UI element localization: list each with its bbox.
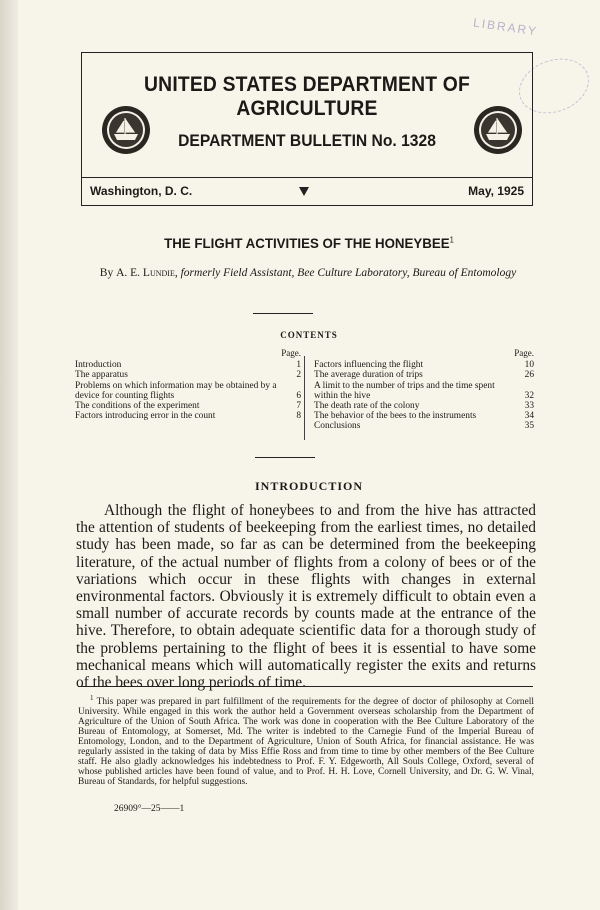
contents-entry — [314, 360, 534, 370]
contents-entry-title: The conditions of the experiment — [75, 401, 200, 412]
footnote-rule — [78, 686, 533, 687]
contents-entry — [314, 401, 534, 411]
triangle-ornament-icon — [299, 187, 309, 196]
contents-entry-title: Factors influencing the flight — [314, 360, 424, 371]
contents-entry-page: 7 — [296, 401, 301, 412]
contents-entry-title: Factors introducing error in the count — [75, 411, 216, 422]
contents-entry-page: 10 — [524, 360, 534, 371]
footnote: $^1$ This paper was prepared in part fulfillment of the requirements for the degree of doctor of philosophy at Cornell University. While engaged in this work the author held a Government overseas scholarship from the Department of Agriculture of the Union of South Africa. The work was done in cooperation with the Bee Culture Laboratory of the Bureau of Entomology, at Somerset, Md. The writer is indebted to the Carnegie Fund of the Imperial Bureau of Entomology, London, and to the Department of Agriculture, Union of South Africa, for financial assistance. He was regularly assisted in the taking of data by Miss Effie Ross and from time to time by other members of the Bee Culture staff. He also gladly acknowledges his indebtedness to Prof. F. Y. Edgeworth, All Souls College, Oxford, several of whose published articles have been found of value, and to Prof. H. H. Love, Cornell University, and Dr. G. W. Vinal, Bureau of Standards, for helpful suggestions. — [78, 694, 534, 788]
contents-left-column — [75, 348, 301, 421]
bulletin-page — [18, 0, 600, 910]
bulletin-number: DEPARTMENT BULLETIN No. 1328 — [178, 131, 436, 150]
contents-entry-title: The death rate of the colony — [314, 401, 420, 412]
department-title: UNITED STATES DEPARTMENT OF AGRICULTURE — [144, 73, 470, 120]
usda-seal-icon — [100, 104, 152, 156]
contents-entry-page: 26 — [524, 370, 534, 381]
page-column-label: Page. — [281, 348, 301, 358]
contents-right-column — [314, 348, 534, 432]
page-edge — [0, 0, 18, 910]
contents-entry-page: 34 — [524, 411, 534, 422]
contents-entry-title: Problems on which information may be obtained by a device for counting flights — [75, 380, 277, 401]
contents-entry — [75, 370, 301, 380]
contents-entry-title: A limit to the number of trips and the time spent within the hive — [314, 380, 495, 401]
contents-heading: CONTENTS — [280, 330, 338, 340]
library-stamp: LIBRARY — [472, 15, 539, 39]
usda-seal-icon — [472, 104, 524, 156]
section-rule — [255, 457, 315, 458]
contents-entry — [75, 401, 301, 411]
contents-entry — [314, 411, 534, 421]
contents-entry-page: 32 — [524, 390, 534, 401]
contents-entry — [314, 381, 534, 401]
contents-entry-page: 1 — [296, 360, 301, 371]
contents-entry — [314, 370, 534, 380]
contents-divider — [304, 356, 305, 440]
masthead-rule — [82, 177, 532, 178]
author-affiliation: formerly Field Assistant, Bee Culture Laboratory, Bureau of Entomology — [180, 267, 517, 279]
page-column-label: Page. — [514, 348, 534, 358]
contents-entry-title: The apparatus — [75, 370, 128, 381]
section-rule — [253, 313, 313, 314]
contents-entry-page: 6 — [296, 390, 301, 401]
contents-entry-page: 2 — [296, 370, 301, 381]
article-title: THE FLIGHT ACTIVITIES OF THE HONEYBEE$^1$ — [164, 235, 454, 251]
publication-place: Washington, D. C. — [90, 184, 193, 198]
contents-entry — [75, 381, 301, 401]
introduction-paragraph: Although the flight of honeybees to and from the hive has attracted the attention of students of beekeeping from the earliest times, no detailed study has been made, so far as can be determined from the beekeeping literature, of the actual number of flights from a colony of bees or of the variations which occur in these flights with changes in external environmental factors. Obviously it is extremely difficult to obtain even a small number of accurate records by counts made at the entrance of the hive. Therefore, to obtain adequate scientific data for a thorough study of the problems pertaining to the flight of bees it is essential to have some mechanical means which will automatically register the exits and returns of the bees over long periods of time. — [76, 502, 536, 692]
contents-entry — [75, 360, 301, 370]
author-name: A. E. Lundie, — [116, 267, 178, 279]
contents-entry — [75, 411, 301, 421]
contents-entry-page: 33 — [524, 401, 534, 412]
contents-entry-page: 8 — [296, 411, 301, 422]
byline: By A. E. Lundie, formerly Field Assistant, Bee Culture Laboratory, Bureau of Entomology — [99, 267, 517, 279]
print-code: 26909°—25——1 — [114, 804, 185, 814]
contents-entry-title: Conclusions — [314, 421, 361, 432]
publication-date: May, 1925 — [468, 184, 524, 198]
contents-entry — [314, 421, 534, 431]
contents-entry-page: 35 — [524, 421, 534, 432]
contents-entry-title: Introduction — [75, 360, 122, 371]
contents-entry-title: The behavior of the bees to the instruments — [314, 411, 477, 422]
contents-entry-title: The average duration of trips — [314, 370, 423, 381]
introduction-heading: INTRODUCTION — [254, 479, 363, 493]
